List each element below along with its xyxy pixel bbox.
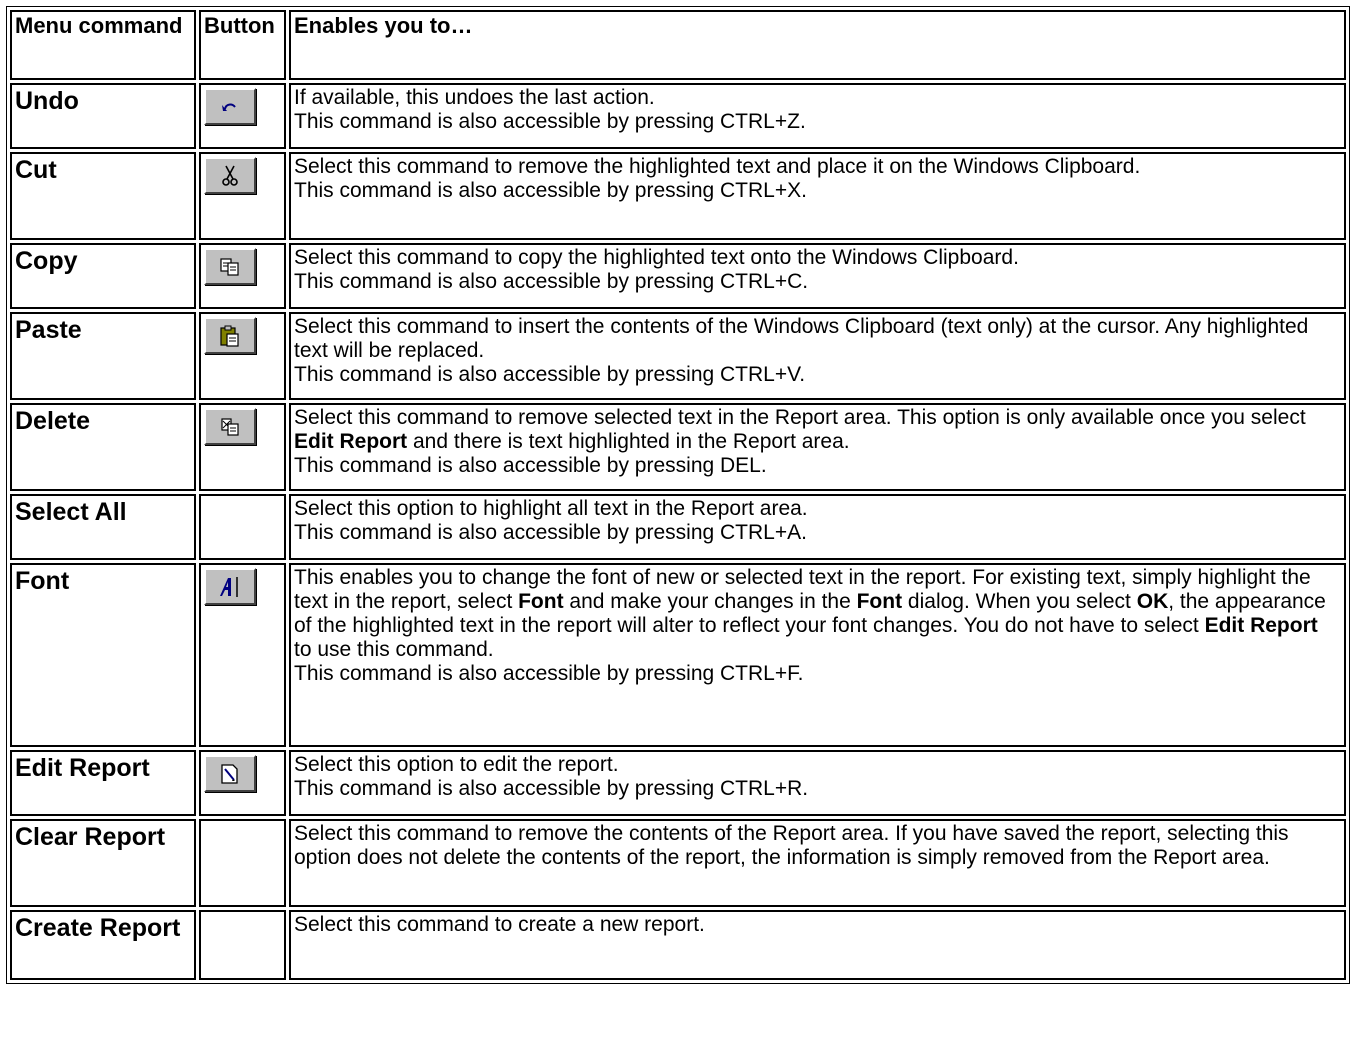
header-menu-command: Menu command	[10, 10, 196, 80]
command-name: Font	[10, 563, 196, 747]
button-cell	[199, 750, 286, 816]
header-enables-you-to: Enables you to…	[289, 10, 1346, 80]
font-icon	[218, 575, 242, 599]
command-description: If available, this undoes the last action. This command is also accessible by pressing CTRL+Z.	[289, 83, 1346, 149]
button-cell	[199, 312, 286, 400]
command-name: Edit Report	[10, 750, 196, 816]
copy-icon	[220, 258, 240, 276]
table-row	[10, 563, 1346, 747]
button-cell	[199, 243, 286, 309]
command-name: Delete	[10, 403, 196, 491]
command-description: This enables you to change the font of new or selected text in the report. For existing text, simply highlight the text in the report, select Font and make your changes in the Font dialog. When you select OK, the appearance of the highlighted text in the report will alter to reflect your font changes. You do not have to select Edit Report to use this command. This command is also accessible by pressing CTRL+F.	[289, 563, 1346, 747]
table-row	[10, 750, 1346, 816]
commands-table	[6, 6, 1350, 984]
command-name: Paste	[10, 312, 196, 400]
button-cell	[199, 83, 286, 149]
command-description: Select this command to insert the contents of the Windows Clipboard (text only) at the cursor. Any highlighted text will be replaced. This command is also accessible by pressing CTRL+V.	[289, 312, 1346, 400]
table-row	[10, 494, 1346, 560]
edit-report-icon	[220, 763, 240, 785]
table-row	[10, 403, 1346, 491]
command-name: Copy	[10, 243, 196, 309]
cut-button[interactable]	[204, 157, 256, 194]
header-button: Button	[199, 10, 286, 80]
undo-button[interactable]	[204, 88, 256, 125]
paste-button[interactable]	[204, 317, 256, 354]
copy-button[interactable]	[204, 248, 256, 285]
command-description: Select this command to create a new report.	[289, 910, 1346, 980]
button-cell	[199, 403, 286, 491]
table-row	[10, 243, 1346, 309]
command-description: Select this option to edit the report. This command is also accessible by pressing CTRL+R.	[289, 750, 1346, 816]
table-row	[10, 152, 1346, 240]
button-cell	[199, 563, 286, 747]
scissors-icon	[222, 165, 238, 187]
command-name: Select All	[10, 494, 196, 560]
delete-icon	[220, 417, 240, 437]
command-description: Select this command to remove selected text in the Report area. This option is only available once you select Edit Report and there is text highlighted in the Report area. This command is also accessible by pressing DEL.	[289, 403, 1346, 491]
edit-report-button[interactable]	[204, 755, 256, 792]
font-button[interactable]	[204, 568, 256, 605]
button-cell	[199, 494, 286, 560]
command-description: Select this command to remove the highlighted text and place it on the Windows Clipboard. This command is also accessible by pressing CTRL+X.	[289, 152, 1346, 240]
table-row	[10, 819, 1346, 907]
undo-icon	[220, 100, 240, 114]
command-name: Cut	[10, 152, 196, 240]
button-cell	[199, 819, 286, 907]
button-cell	[199, 152, 286, 240]
button-cell	[199, 910, 286, 980]
command-name: Undo	[10, 83, 196, 149]
command-description: Select this command to copy the highlighted text onto the Windows Clipboard. This command is also accessible by pressing CTRL+C.	[289, 243, 1346, 309]
command-name: Clear Report	[10, 819, 196, 907]
table-header-row	[10, 10, 1346, 80]
clipboard-icon	[220, 325, 240, 347]
command-description: Select this option to highlight all text in the Report area. This command is also accessible by pressing CTRL+A.	[289, 494, 1346, 560]
delete-button[interactable]	[204, 408, 256, 445]
table-row	[10, 910, 1346, 980]
table-row	[10, 312, 1346, 400]
table-row	[10, 83, 1346, 149]
command-name: Create Report	[10, 910, 196, 980]
command-description: Select this command to remove the contents of the Report area. If you have saved the report, selecting this option does not delete the contents of the report, the information is simply removed from the Report area.	[289, 819, 1346, 907]
